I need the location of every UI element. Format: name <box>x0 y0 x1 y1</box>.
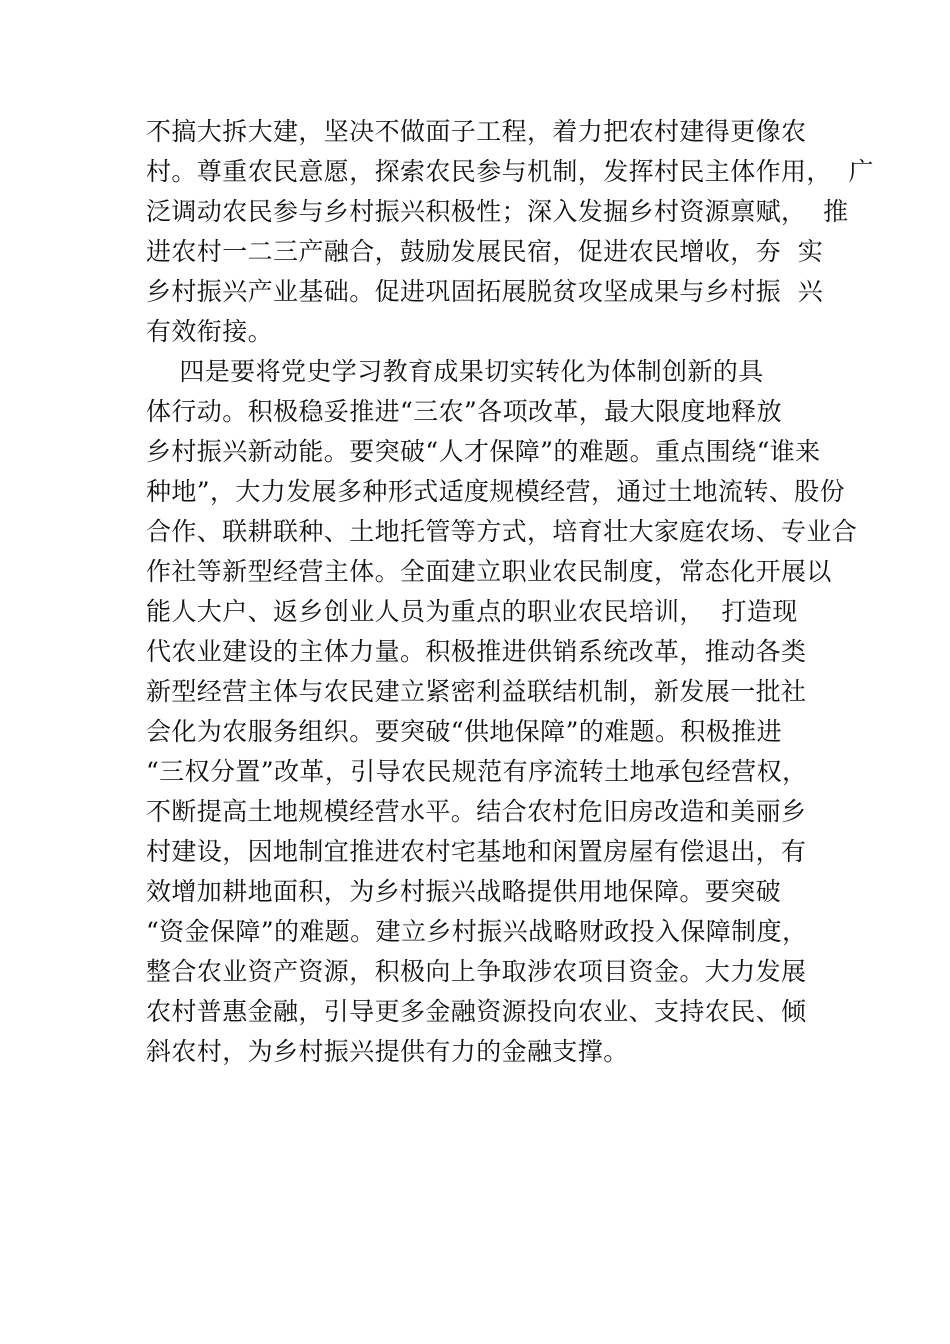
text-line: 整合农业资产资源，积极向上争取涉农项目资金。大力发展 <box>146 957 807 986</box>
text-line: 代农业建设的主体力量。积极推进供销系统改革，推动各类 <box>146 637 807 666</box>
body-text <box>146 112 874 1072</box>
text-line: 进农村一二三产融合，鼓励发展民宿，促进农民增收，夯 实 <box>146 237 824 266</box>
paragraph-1 <box>146 112 874 352</box>
text-line: 乡村振兴产业基础。促进巩固拓展脱贫攻坚成果与乡村振 兴 <box>146 277 824 306</box>
text-line: 不断提高土地规模经营水平。结合农村危旧房改造和美丽乡 <box>146 797 807 826</box>
text-line: 四是要将党史学习教育成果切实转化为体制创新的具 <box>146 357 764 386</box>
text-line: “资金保障”的难题。建立乡村振兴战略财政投入保障制度， <box>146 917 808 946</box>
text-line: 会化为农服务组织。要突破“供地保障”的难题。积极推进 <box>146 717 782 746</box>
text-line: 体行动。积极稳妥推进“三农”各项改革，最大限度地释放 <box>146 397 782 426</box>
text-line: 村。尊重农民意愿，探索农民参与机制，发挥村民主体作用， 广 <box>146 157 874 186</box>
text-line: 新型经营主体与农民建立紧密利益联结机制，新发展一批社 <box>146 677 807 706</box>
text-line: “三权分置”改革，引导农民规范有序流转土地承包经营权， <box>146 757 808 786</box>
text-line: 效增加耕地面积，为乡村振兴战略提供用地保障。要突破 <box>146 877 782 906</box>
text-line: 作社等新型经营主体。全面建立职业农民制度，常态化开展以 <box>146 557 832 586</box>
text-line: 乡村振兴新动能。要突破“人才保障”的难题。重点围绕“谁来 <box>146 437 821 466</box>
text-line: 有效衔接。 <box>146 317 274 346</box>
text-line: 种地”，大力发展多种形式适度规模经营，通过土地流转、股份 <box>146 477 845 506</box>
text-line: 能人大户、返乡创业人员为重点的职业农民培训， 打造现 <box>146 597 798 626</box>
text-line: 农村普惠金融，引导更多金融资源投向农业、支持农民、倾 <box>146 997 807 1026</box>
text-line: 村建设，因地制宜推进农村宅基地和闲置房屋有偿退出，有 <box>146 837 807 866</box>
text-line: 合作、联耕联种、土地托管等方式，培育壮大家庭农场、专业合 <box>146 517 858 546</box>
paragraph-2 <box>146 352 858 1072</box>
text-line: 泛调动农民参与乡村振兴积极性；深入发掘乡村资源禀赋， 推 <box>146 197 849 226</box>
text-line: 不搞大拆大建，坚决不做面子工程，着力把农村建得更像农 <box>146 117 807 146</box>
text-line: 斜农村，为乡村振兴提供有力的金融支撑。 <box>146 1037 629 1066</box>
